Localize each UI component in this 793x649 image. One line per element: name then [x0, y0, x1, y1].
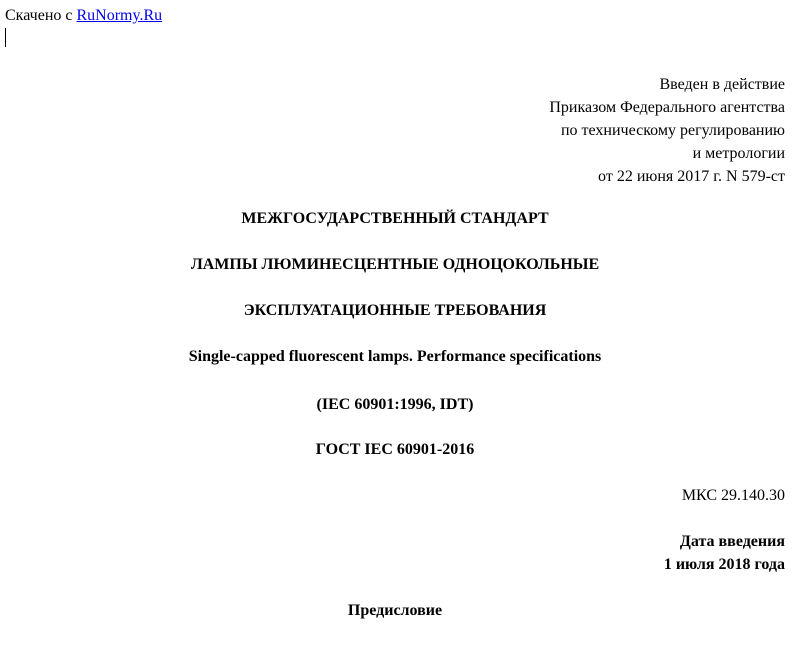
approval-line: и метрологии — [692, 145, 785, 162]
title-line-2: ЭКСПЛУАТАЦИОННЫЕ ТРЕБОВАНИЯ — [243, 302, 547, 319]
english-title: Single-capped fluorescent lamps. Performance specifications — [188, 348, 602, 365]
text-cursor — [5, 28, 6, 47]
approval-line: по техническому регулированию — [560, 122, 785, 139]
mks-code: МКС 29.140.30 — [681, 487, 785, 504]
approval-line: Приказом Федерального агентства — [549, 99, 785, 116]
intro-date-value: 1 июля 2018 года — [663, 556, 785, 573]
iec-reference: (IEC 60901:1996, IDT) — [316, 396, 474, 413]
standard-type: МЕЖГОСУДАРСТВЕННЫЙ СТАНДАРТ — [241, 210, 549, 227]
intro-date-label: Дата введения — [679, 533, 785, 550]
source-prefix: Скачено с — [5, 7, 77, 24]
foreword-heading: Предисловие — [347, 602, 443, 619]
title-line-1: ЛАМПЫ ЛЮМИНЕСЦЕНТНЫЕ ОДНОЦОКОЛЬНЫЕ — [190, 256, 600, 273]
standard-designation: ГОСТ IEC 60901-2016 — [315, 441, 475, 458]
approval-line: от 22 июня 2017 г. N 579-ст — [598, 168, 785, 185]
approval-line: Введен в действие — [659, 76, 785, 93]
source-line — [5, 6, 162, 26]
approval-block — [549, 73, 785, 188]
runormy-link[interactable]: RuNormy.Ru — [76, 7, 163, 24]
